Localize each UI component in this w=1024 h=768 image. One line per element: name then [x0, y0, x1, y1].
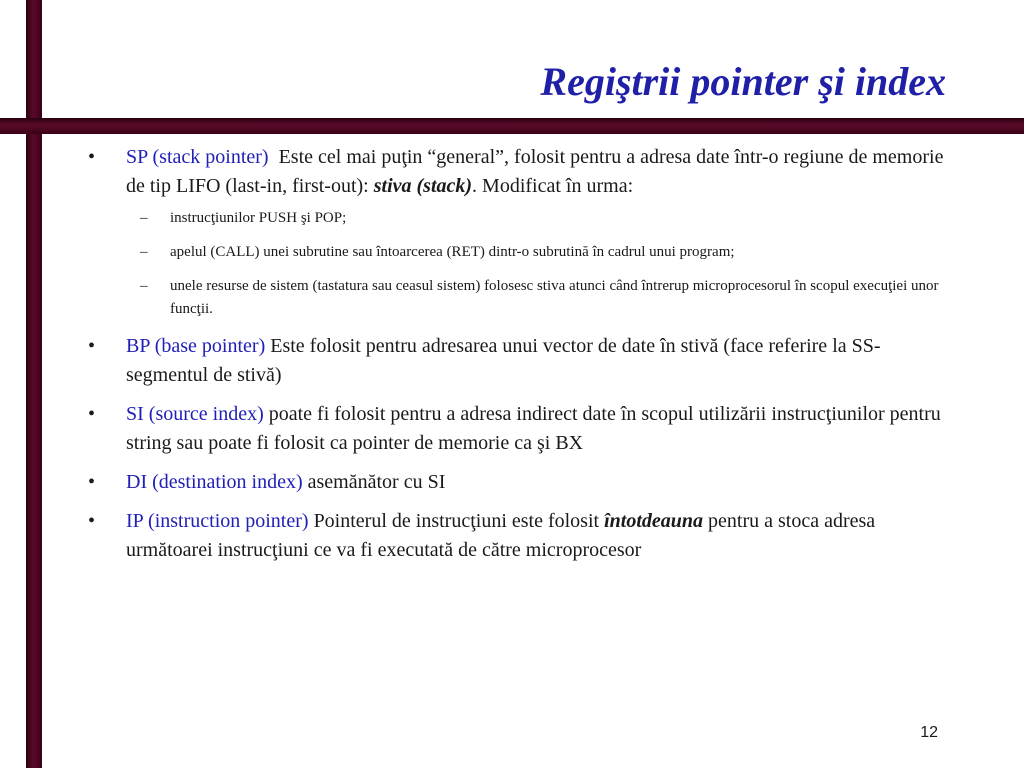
bullet-text: poate fi folosit pentru a adresa indirect date în scopul utilizării instrucţiunilor pentru string sau poate fi folosit ca pointer de memorie ca şi BX: [126, 403, 941, 454]
bullet-icon: •: [88, 335, 96, 357]
bullet-term: SP (stack pointer): [126, 146, 269, 168]
dash-icon: –: [140, 210, 148, 226]
bullet-icon: •: [88, 146, 96, 168]
slide-content: [0, 143, 1000, 575]
sub-list: [0, 207, 1000, 321]
bullet-text-after: pentru a stoca adresa următoarei instrucţiuni ce va fi executată de către microprocesor: [126, 510, 876, 561]
horizontal-decorative-bar: [0, 118, 1024, 134]
sub-item-text: instrucţiunilor PUSH şi POP;: [170, 210, 347, 226]
bullet-emphasis: stiva (stack): [373, 175, 473, 197]
sub-item: [0, 241, 1000, 264]
page-number: 12: [920, 724, 938, 741]
bullet-icon: •: [88, 471, 96, 493]
slide-title: Regiştrii pointer şi index: [540, 59, 946, 104]
bullet-text: Pointerul de instrucţiuni este folosit: [308, 510, 605, 532]
bullet-term: SI (source index): [126, 403, 264, 425]
bullet-text: Este cel mai puţin “general”, folosit pentru a adresa date într-o regiune de memorie de tip LIFO (last-in, first-out):: [126, 146, 949, 197]
bullet-text-after: . Modificat în urma:: [472, 175, 634, 197]
bullet-text: asemănător cu SI: [302, 471, 446, 493]
bullet-item-ip: [0, 507, 1000, 565]
bullet-item-di: [0, 468, 1000, 497]
bullet-term: IP (instruction pointer): [126, 510, 309, 532]
sub-item: [0, 207, 1000, 230]
bullet-emphasis: întotdeauna: [604, 510, 704, 532]
bullet-icon: •: [88, 510, 96, 532]
bullet-item-bp: [0, 332, 1000, 390]
dash-icon: –: [140, 278, 148, 294]
bullet-text: Este folosit pentru adresarea unui vector de date în stivă (face referire la SS-segmentul de stivă): [126, 335, 881, 386]
sub-item: [0, 275, 1000, 321]
bullet-term: DI (destination index): [126, 471, 303, 493]
bullet-icon: •: [88, 403, 96, 425]
dash-icon: –: [140, 244, 148, 260]
sub-item-text: unele resurse de sistem (tastatura sau ceasul sistem) folosesc stiva atunci când întrerup microprocesorul în scopul execuţiei unor funcţii.: [170, 278, 939, 317]
sub-item-text: apelul (CALL) unei subrutine sau întoarcerea (RET) dintr-o subrutină în cadrul unui program;: [170, 244, 735, 260]
bullet-term: BP (base pointer): [126, 335, 266, 357]
bullet-item-si: [0, 400, 1000, 458]
bullet-item-sp: [0, 143, 1000, 321]
